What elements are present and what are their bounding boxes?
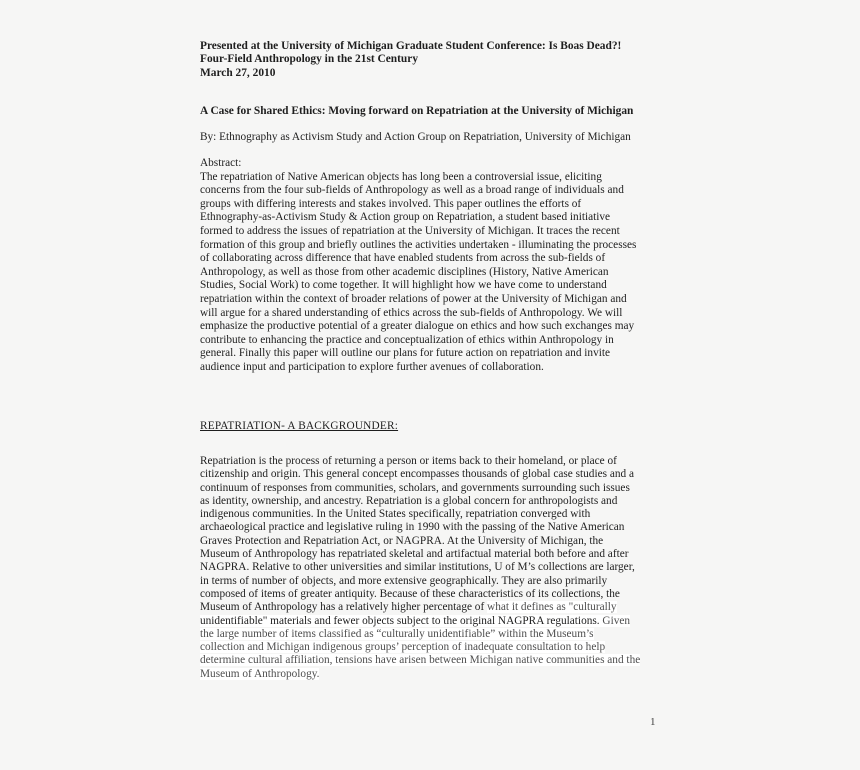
text-line: of collaborating across difference that have enabled students from across the sub-fields of (200, 252, 606, 265)
text-line: groups with differing interests and stakes involved. This paper outlines the efforts of (200, 197, 582, 210)
text-line: Anthropology, as well as those from other academic disciplines (History, Native American (200, 265, 609, 278)
author-byline: By: Ethnography as Activism Study and Action Group on Repatriation, University of Michigan (200, 131, 631, 143)
text-line (200, 601, 640, 614)
text-line (200, 615, 640, 628)
text-line: continuum of responses from communities, scholars, and governments surrounding such issues (200, 481, 630, 494)
paper-title: A Case for Shared Ethics: Moving forward on Repatriation at the University of Michigan (200, 105, 634, 117)
text-segment: what it defines as "culturally (487, 601, 617, 614)
text-line: The repatriation of Native American objects has long been a controversial issue, eliciting (200, 170, 602, 183)
text-line: contribute to enhancing the practice and conceptualization of ethics within Anthropology in (200, 333, 614, 346)
page-number: 1 (650, 716, 656, 728)
text-line: Graves Protection and Repatriation Act, or NAGPRA. At the University of Michigan, the (200, 534, 604, 547)
text-line: Repatriation is the process of returning a person or items back to their homeland, or place of (200, 455, 617, 467)
text-line (200, 641, 640, 654)
text-segment: Given (599, 614, 631, 627)
text-line: March 27, 2010 (200, 66, 276, 79)
text-line: formed to address the issues of repatriation at the University of Michigan. It traces the recent (200, 224, 620, 237)
text-line: archaeological practice and legislative ruling in 1990 with the passing of the Native American (200, 521, 625, 534)
section-heading-repatriation-backgrounder: REPATRIATION- A BACKGROUNDER: (200, 420, 399, 432)
text-line: will argue for a shared understanding of ethics across the sub-fields of Anthropology. We will (200, 306, 623, 319)
text-line: audience input and participation to explore further avenues of collaboration. (200, 360, 544, 373)
abstract-section (200, 157, 636, 375)
text-line: Four-Field Anthropology in the 21st Century (200, 53, 419, 66)
text-line (200, 654, 640, 667)
text-line: in terms of number of objects, and more extensive geographically. They are also primarily (200, 574, 608, 587)
text-segment: collection and Michigan indigenous groups’ perception of inadequate consultation to help (200, 641, 606, 654)
text-line: Museum of Anthropology has repatriated skeletal and artifactual material both before and after (200, 548, 629, 561)
text-segment: Museum of Anthropology has a relatively higher percentage of (200, 601, 488, 614)
text-line: general. Finally this paper will outline our plans for future action on repatriation and invite (200, 347, 611, 360)
text-line: as identity, ownership, and ancestry. Repatriation is a global concern for anthropologists and (200, 494, 618, 507)
text-line (200, 628, 640, 641)
abstract-label: Abstract: (200, 157, 242, 169)
text-line: concerns from the four sub-fields of Anthropology as well as a broad range of individuals and (200, 184, 624, 197)
backgrounder-paragraph (200, 455, 640, 681)
text-segment: determine cultural affiliation, tensions have arisen between Michigan native communities and the (200, 654, 641, 667)
text-segment: the large number of items classified as “culturally unidentifiable” within the Museum’s (200, 627, 594, 640)
text-line: composed of items of greater antiquity. Because of these characteristics of its collections, the (200, 587, 620, 600)
text-line: formation of this group and briefly outlines the activities undertaken - illuminating the processes (200, 238, 637, 251)
text-line: Presented at the University of Michigan Graduate Student Conference: Is Boas Dead?! (200, 40, 622, 52)
text-line: emphasize the productive potential of a greater dialogue on ethics and how such exchanges may (200, 320, 635, 333)
conference-header (200, 40, 621, 80)
text-line: indigenous communities. In the United States specifically, repatriation converged with (200, 508, 591, 521)
text-line: Ethnography-as-Activism Study & Action group on Repatriation, a student based initiative (200, 211, 611, 224)
abstract-paragraph (200, 171, 636, 375)
text-line: NAGPRA. Relative to other universities and similar institutions, U of M’s collections are larger, (200, 561, 635, 574)
text-line: Studies, Social Work) to come together. It will highlight how we have come to understand (200, 279, 607, 292)
text-segment: Museum of Anthropology. (200, 667, 320, 680)
text-line (200, 668, 640, 681)
text-line: repatriation within the context of broader relations of power at the University of Michigan and (200, 292, 627, 305)
text-segment: unidentifiable" materials and fewer objects subject to the original NAGPRA regulations. (200, 614, 600, 627)
text-line: citizenship and origin. This general concept encompasses thousands of global case studies and a (200, 468, 634, 481)
